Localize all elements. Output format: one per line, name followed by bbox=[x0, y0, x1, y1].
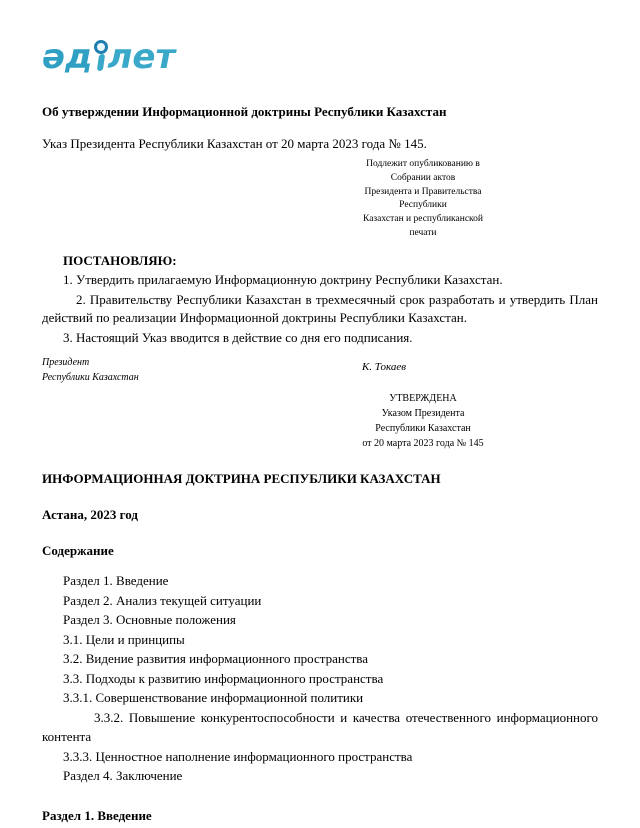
publication-note-line: Президента и Правительства bbox=[364, 186, 482, 197]
signer-position-line: Республики Казахстан bbox=[42, 372, 139, 384]
publication-note-line: Казахстан и республиканской bbox=[363, 214, 483, 225]
place-year: Астана, 2023 год bbox=[42, 507, 138, 523]
contents-heading: Содержание bbox=[42, 543, 114, 559]
toc-item: 3.2. Видение развития информационного пространства bbox=[63, 651, 369, 667]
doctrine-title: ИНФОРМАЦИОННАЯ ДОКТРИНА РЕСПУБЛИКИ КАЗАХСТАН bbox=[42, 471, 441, 487]
decree-point-1: 1. Утвердить прилагаемую Информационную доктрину Республики Казахстан. bbox=[63, 271, 503, 287]
logo-i-magnifier-icon bbox=[94, 40, 107, 74]
signer-position bbox=[42, 355, 252, 385]
approval-line: Указом Президента bbox=[381, 408, 465, 420]
signature-block bbox=[42, 355, 598, 385]
logo-text-right: лет bbox=[107, 37, 176, 77]
toc-item: Раздел 2. Анализ текущей ситуации bbox=[63, 592, 262, 608]
toc-item: 3.3.3. Ценностное наполнение информационного пространства bbox=[63, 748, 413, 764]
toc-item: Раздел 1. Введение bbox=[63, 573, 169, 589]
logo-ring-icon bbox=[94, 40, 108, 54]
toc-item: Раздел 3. Основные положения bbox=[63, 612, 236, 628]
decree-point-2: 2. Правительству Республики Казахстан в трехмесячный срок разработать и утвердить План действий по реализации Информационной доктрины Республики Казахстан. bbox=[42, 291, 598, 325]
publication-note-line: Подлежит опубликованию в bbox=[366, 159, 480, 169]
toc-item: Раздел 4. Заключение bbox=[63, 768, 183, 784]
publication-note-line: печати bbox=[409, 227, 437, 238]
approval-line: Республики Казахстан bbox=[375, 423, 471, 435]
approval-line: от 20 марта 2023 года № 145 bbox=[362, 438, 484, 450]
section-1-heading: Раздел 1. Введение bbox=[42, 807, 152, 823]
resolution-heading: ПОСТАНОВЛЯЮ: bbox=[63, 252, 177, 268]
logo-stem bbox=[96, 54, 104, 71]
toc-item: 3.1. Цели и принципы bbox=[63, 631, 185, 647]
toc-item: 3.3. Подходы к развитию информационного пространства bbox=[63, 670, 384, 686]
publication-note bbox=[308, 158, 538, 241]
toc-item: 3.3.2. Повышение конкурентоспособности и качества отечественного информационного контента bbox=[42, 709, 598, 745]
decree-point-3: 3. Настоящий Указ вводится в действие со дня его подписания. bbox=[63, 330, 413, 346]
logo-text-left: әд bbox=[42, 37, 93, 77]
table-of-contents bbox=[42, 571, 598, 786]
approval-line: УТВЕРЖДЕНА bbox=[389, 393, 457, 405]
publication-note-line: Республики bbox=[399, 200, 447, 211]
approval-block bbox=[308, 391, 538, 451]
publication-note-line: Собрании актов bbox=[390, 172, 456, 183]
toc-item: 3.3.1. Совершенствование информационной политики bbox=[63, 690, 364, 706]
signer-name: К. Токаев bbox=[362, 361, 407, 374]
document-subtitle: Указ Президента Республики Казахстан от 20 марта 2023 года № 145. bbox=[42, 136, 427, 151]
document-title: Об утверждении Информационной доктрины Республики Казахстан bbox=[42, 104, 447, 119]
signer-position-line: Президент bbox=[42, 357, 90, 369]
adilet-logo[interactable] bbox=[42, 34, 176, 77]
